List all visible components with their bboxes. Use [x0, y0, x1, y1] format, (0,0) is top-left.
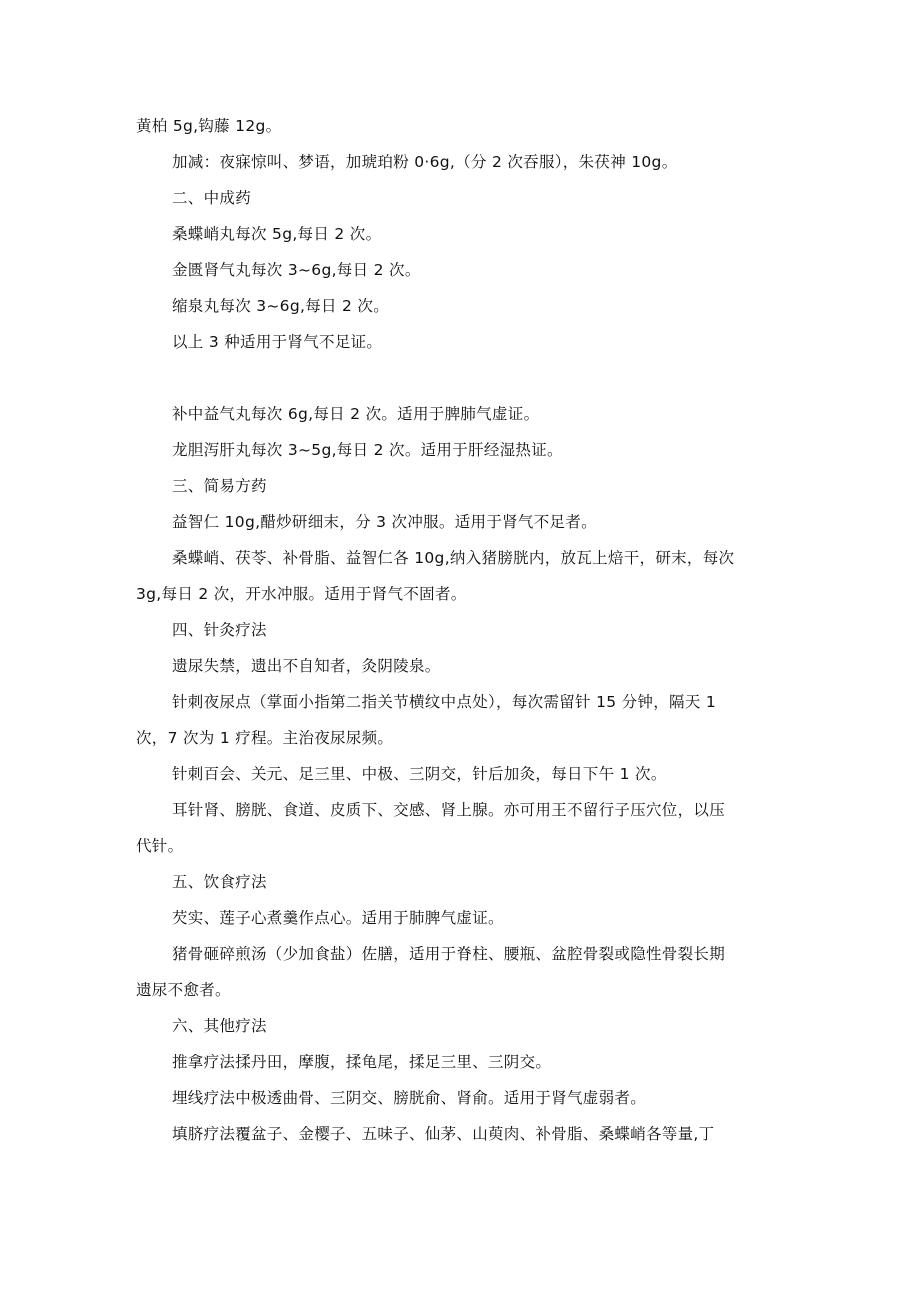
text-line-sangpiaoxiao-pill: 桑蝶峭丸每次 5g,每日 2 次。 [172, 225, 382, 243]
section-heading-patent-medicine: 二、中成药 [172, 189, 252, 207]
text-line-moxibustion: 遗尿失禁，遗出不自知者，灸阴陵泉。 [172, 657, 441, 675]
text-line-pig-bone-soup-cont: 遗尿不愈者。 [136, 981, 231, 999]
text-line-night-point-cont: 次，7 次为 1 疗程。主治夜尿尿频。 [136, 729, 394, 747]
text-line-formula-end: 黄柏 5g,钩藤 12g。 [136, 117, 282, 135]
text-line-massage: 推拿疗法揉丹田，摩腹，揉龟尾，揉足三里、三阴交。 [172, 1053, 552, 1071]
text-line-suoquan-pill: 缩泉丸每次 3~6g,每日 2 次。 [172, 297, 390, 315]
text-line-jingui-pill: 金匮肾气丸每次 3~6g,每日 2 次。 [172, 261, 421, 279]
text-line-navel-therapy: 填脐疗法覆盆子、金樱子、五味子、仙茅、山萸肉、补骨脂、桑蝶峭各等量,丁 [172, 1125, 715, 1143]
text-line-baihui: 针刺百会、关元、足三里、中极、三阴交，针后加灸，每日下午 1 次。 [172, 765, 667, 783]
text-line-yizhiren: 益智仁 10g,醋炒研细末，分 3 次冲服。适用于肾气不足者。 [172, 513, 597, 531]
section-heading-acupuncture: 四、针灸疗法 [172, 621, 267, 639]
text-line-catgut-embedding: 埋线疗法中极透曲骨、三阴交、膀胱俞、肾俞。适用于肾气虚弱者。 [172, 1089, 647, 1107]
section-heading-diet: 五、饮食疗法 [172, 873, 267, 891]
text-line-buzhong-pill: 补中益气丸每次 6g,每日 2 次。适用于脾肺气虚证。 [172, 405, 540, 423]
text-line-pig-bone-soup: 猪骨砸碎煎汤（少加食盐）佐膳，适用于脊柱、腰瓶、盆腔骨裂或隐性骨裂长期 [172, 945, 726, 963]
text-line-ear-acupuncture-cont: 代针。 [136, 837, 184, 855]
text-line-pig-bladder-recipe-cont: 3g,每日 2 次，开水冲服。适用于肾气不固者。 [136, 585, 467, 603]
section-heading-simple-prescriptions: 三、简易方药 [172, 477, 267, 495]
text-line-modification: 加减：夜寐惊叫、梦语，加琥珀粉 0·6g,（分 2 次吞服），朱茯神 10g。 [172, 153, 678, 171]
text-line-pig-bladder-recipe: 桑蝶峭、茯苓、补骨脂、益智仁各 10g,纳入猪膀胱内，放瓦上焙干，研末，每次 [172, 549, 735, 567]
text-line-qianshi: 芡实、莲子心煮羹作点心。适用于肺脾气虚证。 [172, 909, 504, 927]
text-line-ear-acupuncture: 耳针肾、膀胱、食道、皮质下、交感、肾上腺。亦可用王不留行子压穴位，以压 [172, 801, 726, 819]
text-line-night-point: 针刺夜尿点（掌面小指第二指关节横纹中点处），每次需留针 15 分钟，隔天 1 [172, 693, 717, 711]
section-heading-other-therapies: 六、其他疗法 [172, 1017, 267, 1035]
text-line-longdan-pill: 龙胆泻肝丸每次 3~5g,每日 2 次。适用于肝经湿热证。 [172, 441, 563, 459]
text-line-summary-kidney: 以上 3 种适用于肾气不足证。 [172, 333, 383, 351]
